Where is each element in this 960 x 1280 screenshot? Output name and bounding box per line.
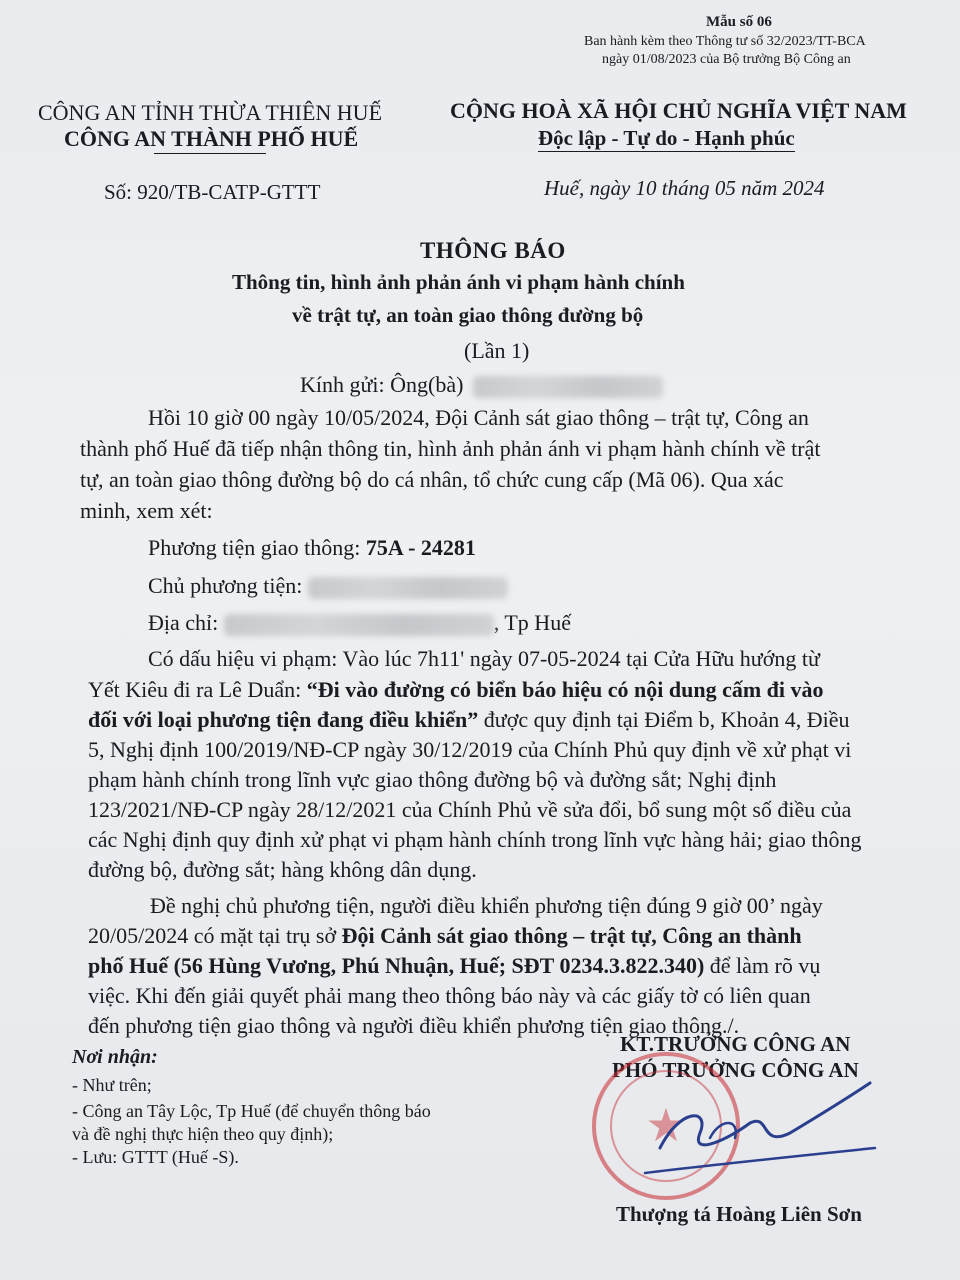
- handwritten-signature: [640, 1078, 880, 1188]
- request-line: [88, 923, 802, 949]
- intro-line: thành phố Huế đã tiếp nhận thông tin, hình ảnh phản ánh vi phạm hành chính về trật: [80, 436, 821, 461]
- request-office: phố Huế (56 Hùng Vương, Phú Nhuận, Huế; SĐT 0234.3.822.340): [88, 953, 705, 978]
- request-line: đến phương tiện giao thông và người điều khiển phương tiện giao thông./.: [88, 1013, 740, 1038]
- violation-text: được quy định tại Điểm b, Khoản 4, Điều: [478, 707, 850, 732]
- agency-underline: [154, 153, 266, 154]
- national-title: CỘNG HOÀ XÃ HỘI CHỦ NGHĨA VIỆT NAM: [450, 98, 907, 123]
- form-number: Mẫu số 06: [706, 14, 772, 30]
- vehicle-line: [148, 535, 476, 561]
- violation-line: Có dấu hiệu vi phạm: Vào lúc 7h11' ngày 07-05-2024 tại Cửa Hữu hướng từ: [148, 646, 820, 671]
- issued-by-line-1: Ban hành kèm theo Thông tư số 32/2023/TT-BCA: [584, 34, 866, 49]
- document-subtitle-2: về trật tự, an toàn giao thông đường bộ: [292, 303, 644, 327]
- document-number: Số: 920/TB-CATP-GTTT: [104, 180, 321, 204]
- issued-by-line-2: ngày 01/08/2023 của Bộ trưởng Bộ Công an: [602, 52, 851, 67]
- addressee-label: Kính gửi: Ông(bà): [300, 372, 464, 397]
- violation-line: 123/2021/NĐ-CP ngày 28/12/2021 của Chính Phủ về sửa đổi, bổ sung một số điều của: [88, 797, 852, 822]
- address-line: [148, 610, 571, 636]
- intro-line: tự, an toàn giao thông đường bộ do cá nhân, tổ chức cung cấp (Mã 06). Qua xác: [80, 467, 784, 492]
- owner-label: Chủ phương tiện:: [148, 573, 308, 598]
- recipient-item: và đề nghị thực hiện theo quy định);: [72, 1124, 334, 1144]
- document-subtitle-1: Thông tin, hình ảnh phản ánh vi phạm hành chính: [232, 270, 685, 294]
- vehicle-label: Phương tiện giao thông:: [148, 535, 366, 560]
- violation-line: [88, 677, 824, 703]
- request-line: [88, 953, 820, 979]
- recipient-item: - Như trên;: [72, 1075, 152, 1095]
- violation-line: các Nghị định quy định xử phạt vi phạm hành chính trong lĩnh vực hàng hải; giao thông: [88, 827, 862, 852]
- request-line: Đề nghị chủ phương tiện, người điều khiển phương tiện đúng 9 giờ 00’ ngày: [150, 893, 823, 918]
- recipients-heading: Nơi nhận:: [72, 1046, 158, 1068]
- signer-title-1: KT.TRƯỞNG CÔNG AN: [620, 1032, 851, 1056]
- request-text: 20/05/2024 có mặt tại trụ sở: [88, 923, 342, 948]
- agency-city: CÔNG AN THÀNH PHỐ HUẾ: [64, 126, 359, 151]
- violation-line: 5, Nghị định 100/2019/NĐ-CP ngày 30/12/2019 của Chính Phủ quy định về xử phạt vi: [88, 737, 852, 762]
- recipient-item: - Công an Tây Lộc, Tp Huế (để chuyển thông báo: [72, 1101, 431, 1121]
- owner-line: [148, 573, 508, 599]
- signer-title-2: PHÓ TRƯỞNG CÔNG AN: [612, 1058, 859, 1082]
- document-title: THÔNG BÁO: [420, 238, 566, 263]
- violation-quote: “Đi vào đường có biển báo hiệu có nội dung cấm đi vào: [306, 677, 824, 702]
- violation-line: [88, 707, 850, 733]
- notice-round: (Lần 1): [464, 338, 530, 363]
- violation-quote: đối với loại phương tiện đang điều khiển”: [88, 707, 479, 732]
- violation-line: đường bộ, đường sắt; hàng không dân dụng.: [88, 857, 477, 882]
- redacted-address: [224, 614, 494, 636]
- license-plate: 75A - 24281: [365, 535, 476, 560]
- request-office: Đội Cảnh sát giao thông – trật tự, Công an thành: [341, 923, 802, 948]
- intro-line: Hồi 10 giờ 00 ngày 10/05/2024, Đội Cảnh sát giao thông – trật tự, Công an: [148, 405, 809, 430]
- request-text: để làm rõ vụ: [704, 953, 821, 978]
- intro-line: minh, xem xét:: [80, 498, 213, 523]
- address-label: Địa chỉ:: [148, 610, 224, 635]
- redacted-owner: [308, 577, 508, 599]
- agency-province: CÔNG AN TỈNH THỪA THIÊN HUẾ: [38, 100, 383, 125]
- issue-date: Huế, ngày 10 tháng 05 năm 2024: [544, 176, 825, 200]
- redacted-name: [473, 376, 663, 398]
- violation-text: Yết Kiêu đi ra Lê Duẩn:: [88, 677, 307, 702]
- seal-star-icon: ★: [645, 1100, 687, 1151]
- national-motto: Độc lập - Tự do - Hạnh phúc: [538, 126, 795, 150]
- address-city: , Tp Huế: [493, 610, 571, 635]
- request-line: việc. Khi đến giải quyết phải mang theo thông báo này và các giấy tờ có liên quan: [88, 983, 811, 1008]
- recipient-item: - Lưu: GTTT (Huế -S).: [72, 1147, 239, 1167]
- addressee: [300, 372, 663, 398]
- violation-line: phạm hành chính trong lĩnh vực giao thông đường bộ và đường sắt; Nghị định: [88, 767, 777, 792]
- signer-name: Thượng tá Hoàng Liên Sơn: [616, 1202, 862, 1226]
